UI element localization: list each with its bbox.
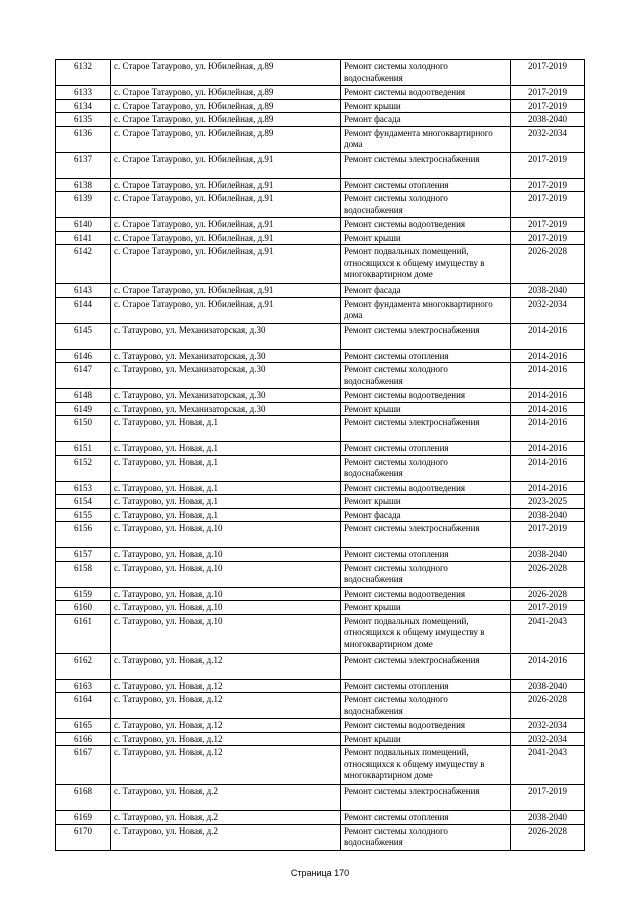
row-number: 6134 [56, 99, 111, 113]
work-type-cell: Ремонт системы водоотведения [341, 389, 511, 403]
row-number: 6147 [56, 363, 111, 389]
work-type-cell: Ремонт системы водоотведения [341, 481, 511, 495]
address-cell: с. Старое Татаурово, ул. Юбилейная, д.89 [111, 126, 341, 152]
address-cell: с. Татаурово, ул. Новая, д.10 [111, 601, 341, 615]
period-cell: 2038-2040 [511, 113, 585, 127]
table-row [56, 587, 585, 601]
table-row [56, 455, 585, 481]
work-type-cell: Ремонт крыши [341, 231, 511, 245]
address-cell: с. Татаурово, ул. Новая, д.12 [111, 653, 341, 679]
address-cell: с. Татаурово, ул. Новая, д.12 [111, 719, 341, 733]
row-number: 6154 [56, 495, 111, 509]
address-cell: с. Татаурово, ул. Механизаторская, д.30 [111, 402, 341, 416]
row-number: 6160 [56, 601, 111, 615]
row-number: 6148 [56, 389, 111, 403]
address-cell: с. Татаурово, ул. Новая, д.2 [111, 811, 341, 825]
address-cell: с. Старое Татаурово, ул. Юбилейная, д.91 [111, 192, 341, 218]
address-cell: с. Старое Татаурово, ул. Юбилейная, д.89 [111, 60, 341, 86]
table-row [56, 86, 585, 100]
row-number: 6151 [56, 442, 111, 456]
table-row [56, 442, 585, 456]
address-cell: с. Татаурово, ул. Новая, д.12 [111, 732, 341, 746]
table-row [56, 561, 585, 587]
row-number: 6167 [56, 746, 111, 785]
period-cell: 2041-2043 [511, 614, 585, 653]
row-number: 6156 [56, 522, 111, 548]
address-cell: с. Татаурово, ул. Новая, д.1 [111, 416, 341, 442]
work-type-cell: Ремонт фундамента многоквартирного дома [341, 126, 511, 152]
period-cell: 2032-2034 [511, 297, 585, 323]
period-cell: 2026-2028 [511, 587, 585, 601]
table-row [56, 811, 585, 825]
address-cell: с. Старое Татаурово, ул. Юбилейная, д.91 [111, 231, 341, 245]
row-number: 6138 [56, 178, 111, 192]
period-cell: 2017-2019 [511, 601, 585, 615]
row-number: 6146 [56, 349, 111, 363]
row-number: 6144 [56, 297, 111, 323]
table-row [56, 231, 585, 245]
work-type-cell: Ремонт крыши [341, 732, 511, 746]
repair-schedule-table [55, 59, 585, 851]
work-type-cell: Ремонт системы отопления [341, 811, 511, 825]
row-number: 6158 [56, 561, 111, 587]
address-cell: с. Старое Татаурово, ул. Юбилейная, д.91 [111, 218, 341, 232]
period-cell: 2032-2034 [511, 732, 585, 746]
table-row [56, 99, 585, 113]
work-type-cell: Ремонт системы электроснабжения [341, 785, 511, 811]
work-type-cell: Ремонт системы холодного водоснабжения [341, 60, 511, 86]
period-cell: 2014-2016 [511, 455, 585, 481]
period-cell: 2014-2016 [511, 481, 585, 495]
address-cell: с. Татаурово, ул. Новая, д.1 [111, 495, 341, 509]
work-type-cell: Ремонт системы отопления [341, 178, 511, 192]
row-number: 6161 [56, 614, 111, 653]
period-cell: 2038-2040 [511, 811, 585, 825]
work-type-cell: Ремонт системы электроснабжения [341, 522, 511, 548]
period-cell: 2017-2019 [511, 218, 585, 232]
work-type-cell: Ремонт системы холодного водоснабжения [341, 455, 511, 481]
period-cell: 2017-2019 [511, 60, 585, 86]
address-cell: с. Татаурово, ул. Новая, д.2 [111, 785, 341, 811]
work-type-cell: Ремонт системы водоотведения [341, 719, 511, 733]
table-row [56, 614, 585, 653]
work-type-cell: Ремонт подвальных помещений, относящихся к общему имуществу в многоквартирном доме [341, 746, 511, 785]
period-cell: 2014-2016 [511, 349, 585, 363]
period-cell: 2041-2043 [511, 746, 585, 785]
row-number: 6169 [56, 811, 111, 825]
address-cell: с. Татаурово, ул. Новая, д.1 [111, 442, 341, 456]
period-cell: 2014-2016 [511, 363, 585, 389]
row-number: 6170 [56, 824, 111, 850]
work-type-cell: Ремонт крыши [341, 99, 511, 113]
address-cell: с. Татаурово, ул. Новая, д.12 [111, 679, 341, 693]
row-number: 6132 [56, 60, 111, 86]
period-cell: 2017-2019 [511, 86, 585, 100]
work-type-cell: Ремонт системы водоотведения [341, 587, 511, 601]
address-cell: с. Татаурово, ул. Новая, д.1 [111, 508, 341, 522]
address-cell: с. Татаурово, ул. Новая, д.12 [111, 693, 341, 719]
period-cell: 2014-2016 [511, 442, 585, 456]
address-cell: с. Татаурово, ул. Новая, д.10 [111, 561, 341, 587]
table-row [56, 732, 585, 746]
table-row [56, 349, 585, 363]
table-row [56, 113, 585, 127]
work-type-cell: Ремонт крыши [341, 601, 511, 615]
address-cell: с. Татаурово, ул. Новая, д.10 [111, 548, 341, 562]
address-cell: с. Старое Татаурово, ул. Юбилейная, д.89 [111, 86, 341, 100]
address-cell: с. Старое Татаурово, ул. Юбилейная, д.91 [111, 297, 341, 323]
work-type-cell: Ремонт системы отопления [341, 349, 511, 363]
period-cell: 2023-2025 [511, 495, 585, 509]
address-cell: с. Татаурово, ул. Новая, д.12 [111, 746, 341, 785]
address-cell: с. Татаурово, ул. Механизаторская, д.30 [111, 323, 341, 349]
period-cell: 2017-2019 [511, 192, 585, 218]
row-number: 6135 [56, 113, 111, 127]
period-cell: 2038-2040 [511, 679, 585, 693]
table-body [56, 60, 585, 851]
row-number: 6166 [56, 732, 111, 746]
row-number: 6139 [56, 192, 111, 218]
period-cell: 2014-2016 [511, 402, 585, 416]
table-row [56, 481, 585, 495]
table-row [56, 746, 585, 785]
work-type-cell: Ремонт системы холодного водоснабжения [341, 693, 511, 719]
work-type-cell: Ремонт системы электроснабжения [341, 323, 511, 349]
address-cell: с. Старое Татаурово, ул. Юбилейная, д.91 [111, 245, 341, 284]
row-number: 6159 [56, 587, 111, 601]
page-number: Страница 170 [290, 868, 350, 878]
table-row [56, 192, 585, 218]
work-type-cell: Ремонт системы электроснабжения [341, 416, 511, 442]
work-type-cell: Ремонт фасада [341, 508, 511, 522]
period-cell: 2014-2016 [511, 389, 585, 403]
table-row [56, 522, 585, 548]
period-cell: 2017-2019 [511, 178, 585, 192]
table-row [56, 297, 585, 323]
work-type-cell: Ремонт системы водоотведения [341, 86, 511, 100]
row-number: 6162 [56, 653, 111, 679]
period-cell: 2017-2019 [511, 152, 585, 178]
work-type-cell: Ремонт системы отопления [341, 679, 511, 693]
table-row [56, 323, 585, 349]
table-row [56, 152, 585, 178]
row-number: 6153 [56, 481, 111, 495]
period-cell: 2038-2040 [511, 508, 585, 522]
period-cell: 2014-2016 [511, 323, 585, 349]
period-cell: 2017-2019 [511, 785, 585, 811]
address-cell: с. Татаурово, ул. Новая, д.1 [111, 455, 341, 481]
table-row [56, 785, 585, 811]
row-number: 6163 [56, 679, 111, 693]
period-cell: 2038-2040 [511, 548, 585, 562]
period-cell: 2026-2028 [511, 561, 585, 587]
table-row [56, 284, 585, 298]
table-row [56, 653, 585, 679]
table-row [56, 416, 585, 442]
work-type-cell: Ремонт системы отопления [341, 548, 511, 562]
table-row [56, 389, 585, 403]
address-cell: с. Татаурово, ул. Новая, д.10 [111, 614, 341, 653]
row-number: 6142 [56, 245, 111, 284]
work-type-cell: Ремонт крыши [341, 402, 511, 416]
period-cell: 2032-2034 [511, 126, 585, 152]
row-number: 6140 [56, 218, 111, 232]
period-cell: 2017-2019 [511, 231, 585, 245]
table-row [56, 363, 585, 389]
address-cell: с. Татаурово, ул. Новая, д.1 [111, 481, 341, 495]
row-number: 6152 [56, 455, 111, 481]
table-row [56, 719, 585, 733]
table-row [56, 601, 585, 615]
work-type-cell: Ремонт системы холодного водоснабжения [341, 561, 511, 587]
period-cell: 2014-2016 [511, 416, 585, 442]
period-cell: 2026-2028 [511, 245, 585, 284]
work-type-cell: Ремонт фасада [341, 113, 511, 127]
row-number: 6133 [56, 86, 111, 100]
work-type-cell: Ремонт фундамента многоквартирного дома [341, 297, 511, 323]
address-cell: с. Старое Татаурово, ул. Юбилейная, д.89 [111, 99, 341, 113]
table-row [56, 126, 585, 152]
work-type-cell: Ремонт подвальных помещений, относящихся к общему имуществу в многоквартирном доме [341, 245, 511, 284]
table-row [56, 548, 585, 562]
row-number: 6145 [56, 323, 111, 349]
table-row [56, 178, 585, 192]
row-number: 6150 [56, 416, 111, 442]
period-cell: 2014-2016 [511, 653, 585, 679]
row-number: 6155 [56, 508, 111, 522]
work-type-cell: Ремонт фасада [341, 284, 511, 298]
row-number: 6157 [56, 548, 111, 562]
work-type-cell: Ремонт системы водоотведения [341, 218, 511, 232]
row-number: 6143 [56, 284, 111, 298]
address-cell: с. Старое Татаурово, ул. Юбилейная, д.91 [111, 152, 341, 178]
row-number: 6165 [56, 719, 111, 733]
row-number: 6149 [56, 402, 111, 416]
address-cell: с. Старое Татаурово, ул. Юбилейная, д.91 [111, 284, 341, 298]
table-row [56, 245, 585, 284]
address-cell: с. Татаурово, ул. Механизаторская, д.30 [111, 389, 341, 403]
row-number: 6141 [56, 231, 111, 245]
period-cell: 2038-2040 [511, 284, 585, 298]
row-number: 6168 [56, 785, 111, 811]
address-cell: с. Татаурово, ул. Механизаторская, д.30 [111, 349, 341, 363]
table-row [56, 508, 585, 522]
table-row [56, 693, 585, 719]
table-row [56, 495, 585, 509]
row-number: 6136 [56, 126, 111, 152]
work-type-cell: Ремонт крыши [341, 495, 511, 509]
row-number: 6137 [56, 152, 111, 178]
work-type-cell: Ремонт системы отопления [341, 442, 511, 456]
address-cell: с. Старое Татаурово, ул. Юбилейная, д.89 [111, 113, 341, 127]
period-cell: 2032-2034 [511, 719, 585, 733]
table-row [56, 218, 585, 232]
work-type-cell: Ремонт подвальных помещений, относящихся к общему имуществу в многоквартирном доме [341, 614, 511, 653]
work-type-cell: Ремонт системы холодного водоснабжения [341, 192, 511, 218]
table-row [56, 60, 585, 86]
address-cell: с. Татаурово, ул. Новая, д.10 [111, 522, 341, 548]
address-cell: с. Татаурово, ул. Новая, д.10 [111, 587, 341, 601]
address-cell: с. Татаурово, ул. Механизаторская, д.30 [111, 363, 341, 389]
table-row [56, 402, 585, 416]
period-cell: 2026-2028 [511, 824, 585, 850]
table-row [56, 824, 585, 850]
period-cell: 2017-2019 [511, 99, 585, 113]
table-row [56, 679, 585, 693]
address-cell: с. Татаурово, ул. Новая, д.2 [111, 824, 341, 850]
work-type-cell: Ремонт системы холодного водоснабжения [341, 824, 511, 850]
period-cell: 2017-2019 [511, 522, 585, 548]
address-cell: с. Старое Татаурово, ул. Юбилейная, д.91 [111, 178, 341, 192]
work-type-cell: Ремонт системы электроснабжения [341, 152, 511, 178]
work-type-cell: Ремонт системы электроснабжения [341, 653, 511, 679]
period-cell: 2026-2028 [511, 693, 585, 719]
work-type-cell: Ремонт системы холодного водоснабжения [341, 363, 511, 389]
row-number: 6164 [56, 693, 111, 719]
